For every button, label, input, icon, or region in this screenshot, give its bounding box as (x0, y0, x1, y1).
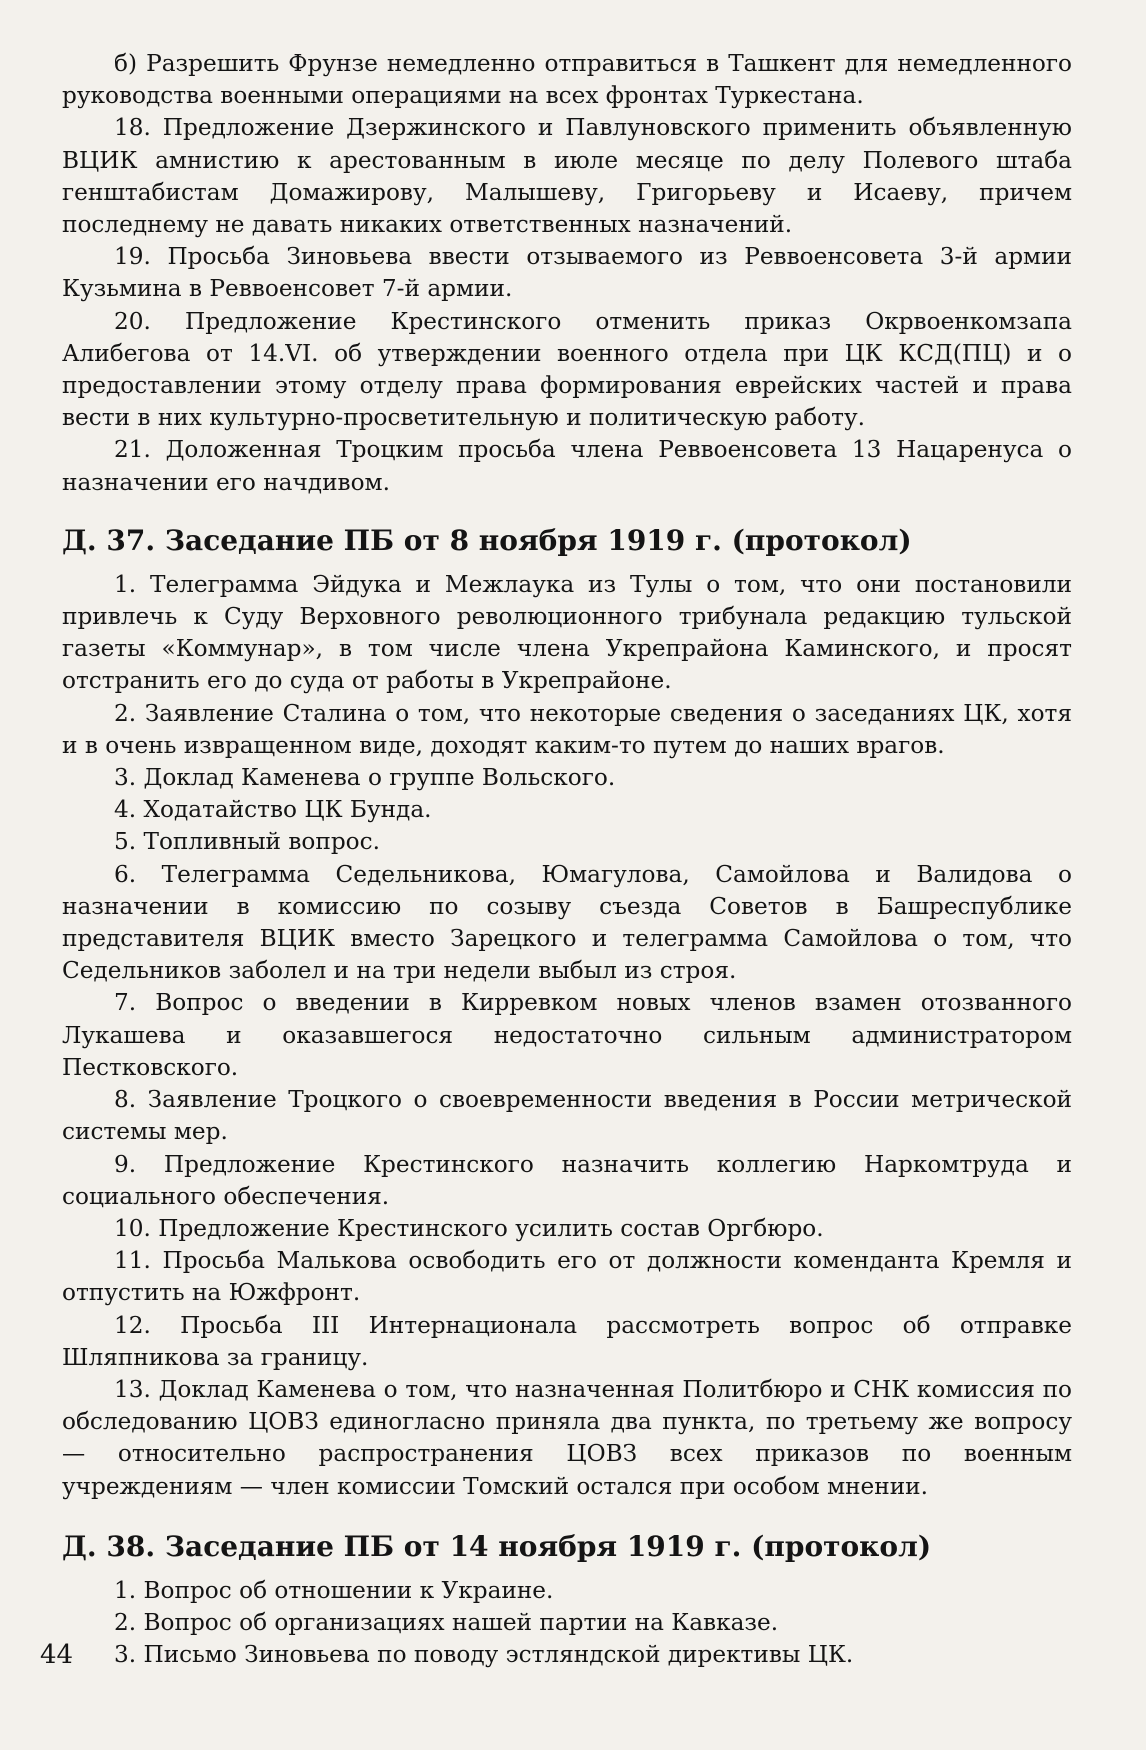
list-item: 21. Доложенная Троцким просьба члена Реввоенсовета 13 Нацаренуса о назначении его начдивом. (62, 436, 1072, 496)
section-37-items (62, 569, 1072, 1503)
list-item: 12. Просьба III Интернационала рассмотреть вопрос об отправке Шляпникова за границу. (62, 1311, 1072, 1371)
list-item: 13. Доклад Каменева о том, что назначенная Политбюро и СНК комиссия по обследованию ЦОВЗ единогласно приняла два пункта, по третьему же вопросу — относительно распространения ЦОВЗ всех приказов по военным учреждениям — член комиссии Томский остался при особом мнении. (62, 1375, 1072, 1500)
list-item: 2. Вопрос об организациях нашей партии на Кавказе. (114, 1608, 779, 1636)
list-item: 9. Предложение Крестинского назначить коллегию Наркомтруда и социального обеспечения. (62, 1150, 1072, 1210)
list-item: 8. Заявление Троцкого о своевременности введения в России метрической системы мер. (62, 1086, 1072, 1146)
continued-items-list (62, 48, 1072, 499)
list-item: 4. Ходатайство ЦК Бунда. (114, 796, 432, 824)
list-item: 3. Доклад Каменева о группе Вольского. (114, 764, 616, 792)
list-item: 1. Вопрос об отношении к Украине. (114, 1576, 554, 1604)
section-38-heading: Д. 38. Заседание ПБ от 14 ноября 1919 г. (протокол) (62, 1529, 932, 1563)
section-38-items (62, 1575, 1072, 1672)
list-item: 1. Телеграмма Эйдука и Межлаука из Тулы о том, что они постановили привлечь к Суду Верховного революционного трибунала редакцию тульской газеты «Коммунар», в том числе члена Укрепрайона Каминского, и просят отстранить его до суда от работы в Укрепрайоне. (62, 570, 1072, 695)
section-37-heading: Д. 37. Заседание ПБ от 8 ноября 1919 г. (протокол) (62, 523, 912, 557)
list-item: 19. Просьба Зиновьева ввести отзываемого из Реввоенсовета 3-й армии Кузьмина в Реввоенсовет 7-й армии. (62, 243, 1072, 303)
list-item: 2. Заявление Сталина о том, что некоторые сведения о заседаниях ЦК, хотя и в очень извращенном виде, доходят каким-то путем до наших врагов. (62, 699, 1072, 759)
list-item: б) Разрешить Фрунзе немедленно отправиться в Ташкент для немедленного руководства военными операциями на всех фронтах Туркестана. (62, 50, 1072, 110)
list-item: 5. Топливный вопрос. (114, 828, 380, 856)
list-item: 7. Вопрос о введении в Кирревком новых членов взамен отозванного Лукашева и оказавшегося недостаточно сильным администратором Пестковского. (62, 989, 1072, 1081)
list-item: 11. Просьба Малькова освободить его от должности коменданта Кремля и отпустить на Южфронт. (62, 1247, 1072, 1307)
document-page (62, 48, 1072, 1671)
page-number: 44 (40, 1640, 74, 1670)
list-item: 3. Письмо Зиновьева по поводу эстляндской директивы ЦК. (114, 1641, 854, 1669)
list-item: 6. Телеграмма Седельникова, Юмагулова, Самойлова и Валидова о назначении в комиссию по созыву съезда Советов в Башреспублике представителя ВЦИК вместо Зарецкого и телеграмма Самойлова о том, что Седельников заболел и на три недели выбыл из строя. (62, 860, 1072, 985)
list-item: 10. Предложение Крестинского усилить состав Оргбюро. (114, 1214, 824, 1242)
list-item: 20. Предложение Крестинского отменить приказ Окрвоенкомзапа Алибегова от 14.VI. об утверждении военного отдела при ЦК КСД(ПЦ) и о предоставлении этому отделу права формирования еврейских частей и права вести в них культурно-просветительную и политическую работу. (62, 307, 1072, 432)
list-item: 18. Предложение Дзержинского и Павлуновского применить объявленную ВЦИК амнистию к арестованным в июле месяце по делу Полевого штаба генштабистам Домажирову, Малышеву, Григорьеву и Исаеву, причем последнему не давать никаких ответственных назначений. (62, 114, 1072, 239)
